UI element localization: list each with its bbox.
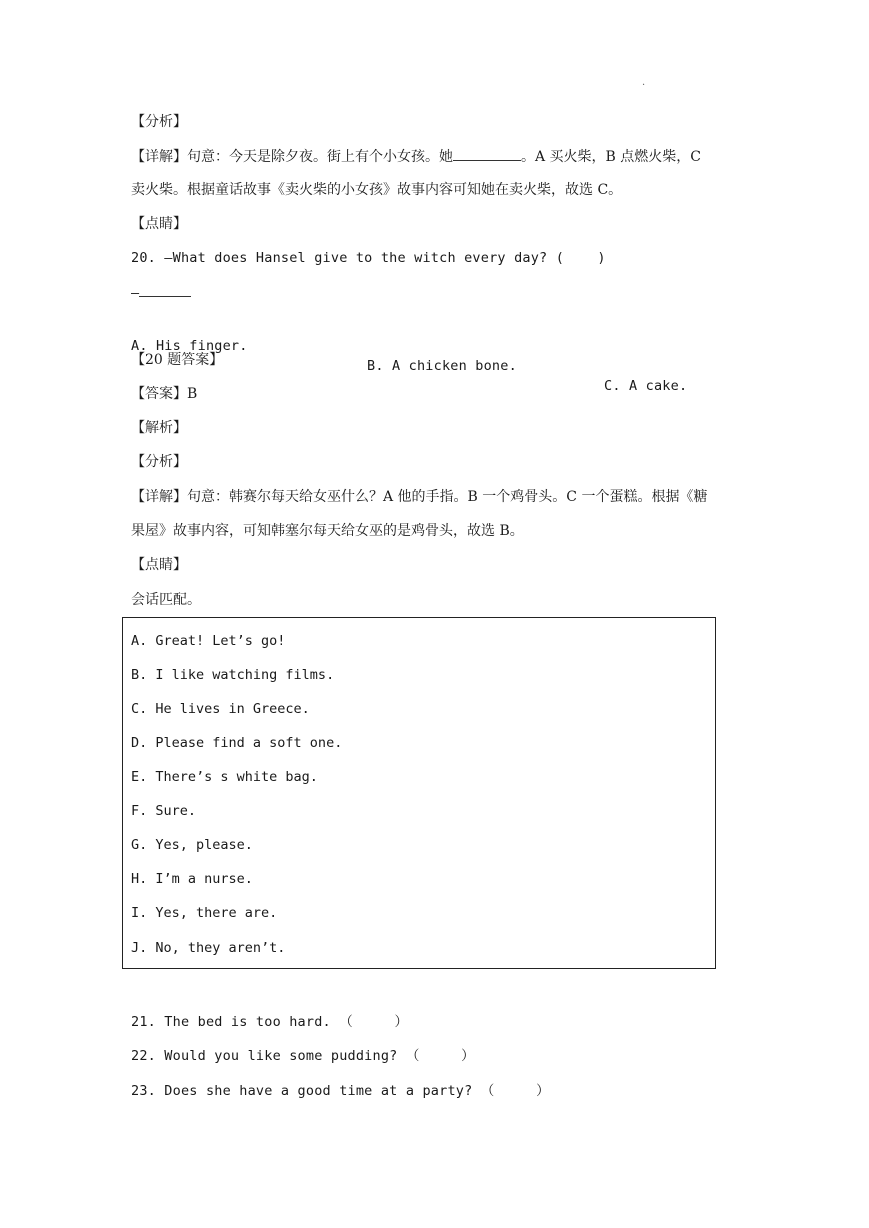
q20-question: 20. —What does Hansel give to the witch every day? ( ) [131,250,606,266]
answer-dash: — [131,285,140,301]
match-option-g: G. Yes, please. [131,837,253,853]
q19-comment-label: 【点睛】 [131,216,187,232]
match-option-i: I. Yes, there are. [131,905,278,921]
q19-detail-prefix: 【详解】句意：今天是除夕夜。街上有个小女孩。她 [131,149,453,165]
q20-answer-line [131,282,191,303]
q20-analysis-label: 【分析】 [131,454,187,470]
q20-detail-line1: 【详解】句意：韩赛尔每天给女巫什么？A 他的手指。B 一个鸡骨头。C 一个蛋糕。根据《糖 [131,489,708,505]
match-option-c: C. He lives in Greece. [131,701,310,717]
match-option-d: D. Please find a soft one. [131,735,343,751]
q20-option-a: A. His finger. [131,338,248,354]
match-option-f: F. Sure. [131,803,197,819]
q19-analysis-label: 【分析】 [131,114,187,130]
q20-answer-title: 【20 题答案】 [131,352,224,368]
q20-detail-line2: 果屋》故事内容，可知韩塞尔每天给女巫的是鸡骨头，故选 B。 [131,523,524,539]
question-22: 22. Would you like some pudding? （ ） [131,1048,475,1064]
q20-option-b: B. A chicken bone. [367,358,517,374]
q20-parse-label: 【解析】 [131,420,187,436]
match-option-h: H. I’m a nurse. [131,871,253,887]
question-23: 23. Does she have a good time at a party? （ ） [131,1083,550,1099]
match-option-b: B. I like watching films. [131,667,335,683]
q20-comment-label: 【点睛】 [131,557,187,573]
question-21: 21. The bed is too hard. （ ） [131,1014,409,1030]
header-mark: · [642,80,646,91]
q20-option-c: C. A cake. [604,378,688,394]
match-option-a: A. Great! Let’s go! [131,633,286,649]
answer-blank [453,146,521,161]
match-options-box [122,617,716,969]
q19-detail-line1 [131,146,701,167]
answer-blank [139,282,191,297]
q19-detail-line2: 卖火柴。根据童话故事《卖火柴的小女孩》故事内容可知她在卖火柴，故选 C。 [131,182,623,198]
q19-detail-suffix: 。A 买火柴，B 点燃火柴，C [521,149,702,165]
section-title: 会话匹配。 [131,592,201,608]
match-option-j: J. No, they aren’t. [131,940,286,956]
match-option-e: E. There’s s white bag. [131,769,318,785]
q20-answer: 【答案】B [131,386,198,402]
